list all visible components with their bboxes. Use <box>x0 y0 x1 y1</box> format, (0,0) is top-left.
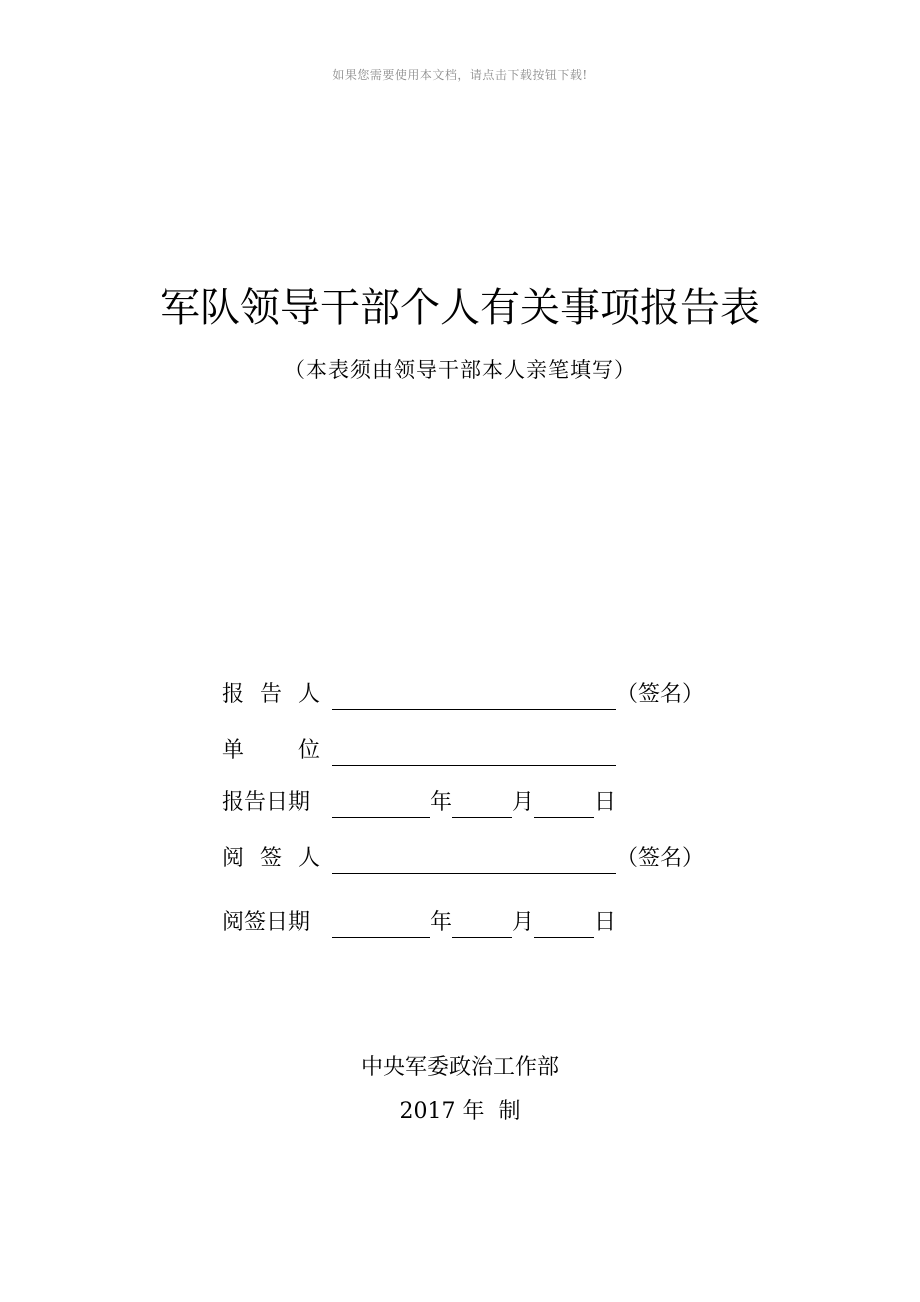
review-date-row <box>222 908 616 938</box>
review-year-char: 年 <box>430 910 453 935</box>
report-day-char: 日 <box>594 790 617 815</box>
reviewer-signature-note: （签名） <box>616 846 705 871</box>
reporter-signature-line[interactable] <box>332 683 616 710</box>
document-title: 军队领导干部个人有关事项报告表 <box>160 285 760 331</box>
unit-label: 单 位 <box>222 738 320 763</box>
report-date-row <box>222 788 616 818</box>
review-day-char: 日 <box>594 910 617 935</box>
report-year-char: 年 <box>430 790 453 815</box>
review-year-line[interactable] <box>332 911 430 938</box>
report-month-char: 月 <box>512 790 535 815</box>
report-day-line[interactable] <box>534 791 594 818</box>
review-date-label: 阅签日期 <box>222 910 311 935</box>
download-watermark: 如果您需要使用本文档，请点击下载按钮下载! <box>332 68 588 82</box>
reporter-label: 报 告 人 <box>222 682 320 707</box>
issue-year: 2017 年 制 <box>399 1099 521 1124</box>
reviewer-signature-line[interactable] <box>332 847 616 874</box>
review-month-line[interactable] <box>452 911 512 938</box>
review-day-line[interactable] <box>534 911 594 938</box>
report-year-line[interactable] <box>332 791 430 818</box>
unit-row <box>222 736 616 766</box>
unit-line[interactable] <box>332 739 616 766</box>
report-date-label: 报告日期 <box>222 790 311 815</box>
issuing-organization: 中央军委政治工作部 <box>360 1055 559 1080</box>
report-month-line[interactable] <box>452 791 512 818</box>
reporter-row <box>222 680 704 710</box>
document-subtitle: （本表须由领导干部本人亲笔填写） <box>284 358 636 382</box>
reporter-signature-note: （签名） <box>616 682 705 707</box>
reviewer-label: 阅 签 人 <box>222 846 320 871</box>
review-month-char: 月 <box>512 910 535 935</box>
reviewer-row <box>222 844 704 874</box>
